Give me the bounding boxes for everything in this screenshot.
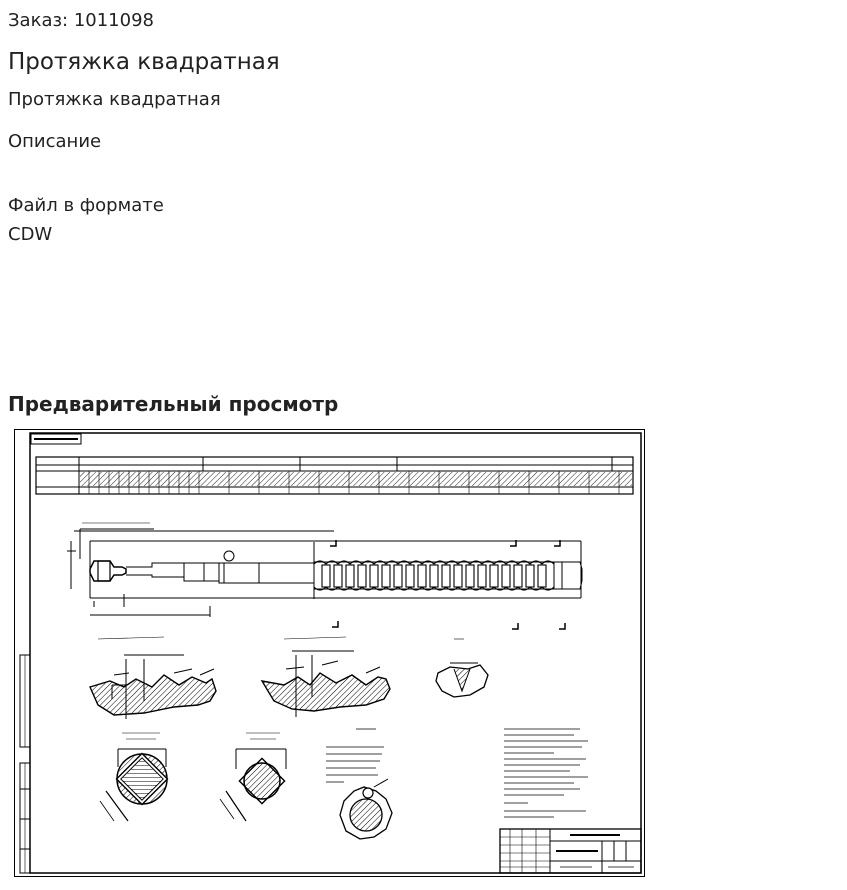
preview-image[interactable] bbox=[14, 429, 645, 877]
technical-drawing-thumbnail-icon bbox=[14, 429, 645, 877]
page-title: Протяжка квадратная bbox=[8, 49, 280, 75]
description-heading: Описание bbox=[8, 131, 102, 152]
product-subtitle: Протяжка квадратная bbox=[8, 89, 221, 110]
preview-heading: Предварительный просмотр bbox=[8, 392, 339, 416]
file-format-text: Файл в формате CDW bbox=[8, 195, 164, 245]
order-number: Заказ: 1011098 bbox=[8, 10, 154, 31]
